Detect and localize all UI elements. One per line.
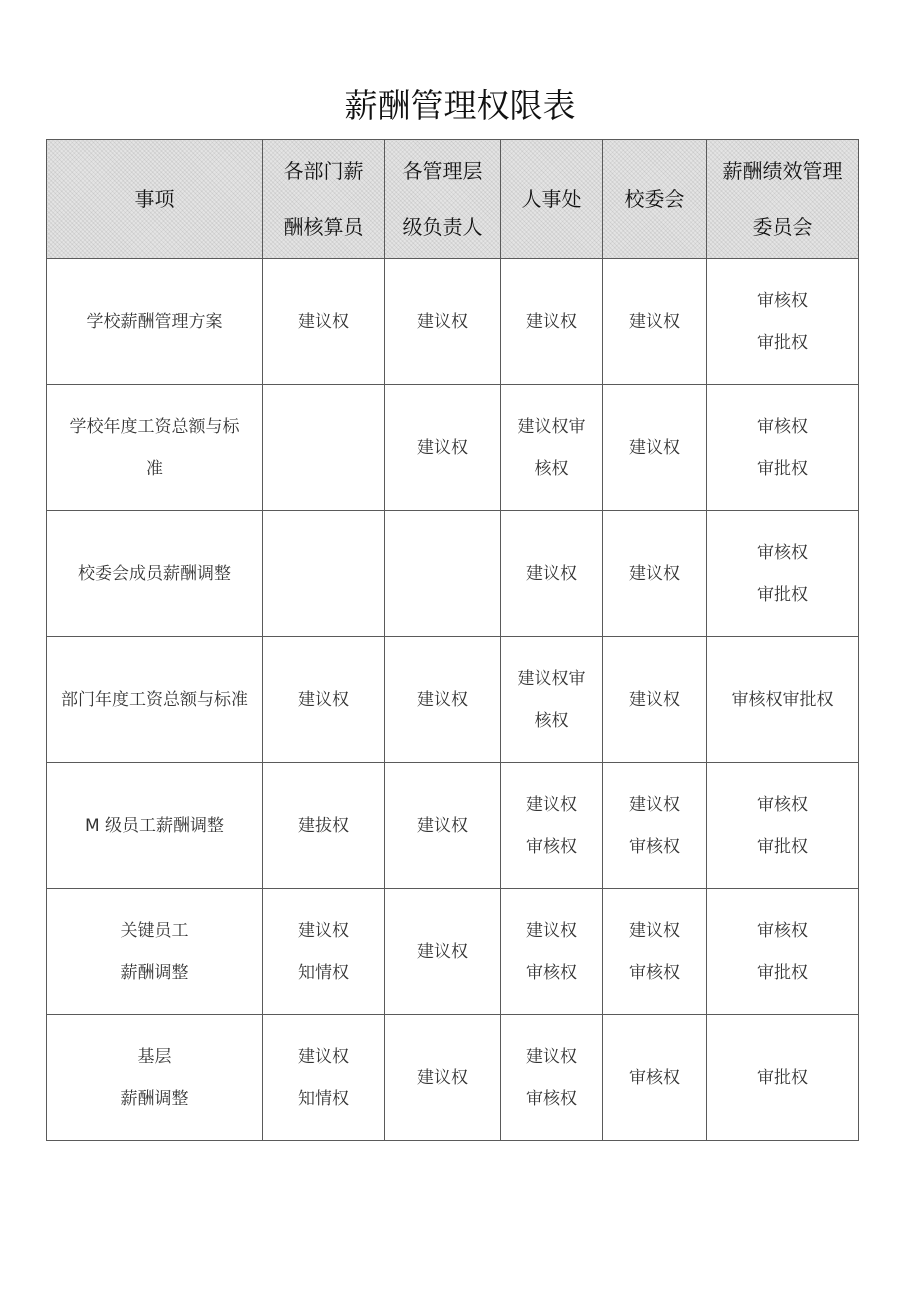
- column-header-text: 事项: [134, 187, 175, 211]
- table-row: [47, 763, 859, 889]
- cell-text: 审核权: [757, 794, 808, 815]
- column-header-text: 校委会: [624, 187, 685, 211]
- cell-text: 部门年度工资总额与标准: [61, 689, 248, 710]
- item-cell: [47, 637, 263, 763]
- column-header-text: 委员会: [752, 215, 813, 239]
- cell-text: 建议权: [526, 920, 577, 941]
- cell-text: 关键员工: [120, 920, 189, 941]
- cell-text: 建议权: [526, 563, 577, 584]
- cell-text: 建拔权: [298, 815, 349, 836]
- cell-text: M 级员工薪酬调整: [84, 815, 225, 836]
- cell-text: 建议权: [526, 311, 577, 332]
- permission-cell: [501, 889, 603, 1015]
- permission-table: [46, 139, 859, 1141]
- permission-cell: [501, 259, 603, 385]
- cell-text: 审核权: [629, 1067, 680, 1088]
- permission-cell: [385, 889, 501, 1015]
- column-header-text: 各部门薪: [283, 159, 364, 183]
- cell-text: 建议权: [629, 794, 680, 815]
- cell-text: 建议权审: [517, 668, 586, 689]
- permission-cell: [385, 637, 501, 763]
- cell-text: 建议权: [417, 689, 468, 710]
- item-cell: [47, 1015, 263, 1141]
- cell-text: 知情权: [298, 962, 349, 983]
- cell-text: 建议权: [298, 689, 349, 710]
- table-row: [47, 889, 859, 1015]
- cell-text: 建议权: [417, 437, 468, 458]
- permission-cell: [501, 385, 603, 511]
- permission-cell: [707, 511, 859, 637]
- column-header-text: 人事处: [521, 187, 582, 211]
- cell-text: 建议权: [298, 1046, 349, 1067]
- permission-cell: [263, 259, 385, 385]
- column-header: [501, 140, 603, 259]
- table-header-row: [47, 140, 859, 259]
- column-header: [707, 140, 859, 259]
- permission-cell: [707, 259, 859, 385]
- cell-text: 审核权: [757, 290, 808, 311]
- permission-cell: [385, 511, 501, 637]
- permission-cell: [263, 385, 385, 511]
- cell-text: 建议权: [298, 311, 349, 332]
- permission-cell: [263, 637, 385, 763]
- cell-text: 审核权: [757, 920, 808, 941]
- cell-text: 审批权: [757, 584, 808, 605]
- cell-text: 建议权: [629, 437, 680, 458]
- cell-text: 校委会成员薪酬调整: [78, 563, 231, 584]
- permission-cell: [263, 763, 385, 889]
- permission-cell: [385, 385, 501, 511]
- permission-cell: [263, 889, 385, 1015]
- cell-text: 建议权: [298, 920, 349, 941]
- cell-text: 建议权审: [517, 416, 586, 437]
- cell-text: 审核权: [757, 542, 808, 563]
- column-header: [603, 140, 707, 259]
- permission-cell: [707, 385, 859, 511]
- permission-cell: [707, 763, 859, 889]
- permission-cell: [385, 763, 501, 889]
- cell-text: 审核权: [526, 836, 577, 857]
- cell-text: 审批权: [757, 1067, 808, 1088]
- cell-text: 审批权: [757, 962, 808, 983]
- column-header-text: 酬核算员: [283, 215, 364, 239]
- cell-text: 薪酬调整: [120, 1088, 189, 1109]
- cell-text: 准: [146, 458, 163, 479]
- cell-text: 审核权: [757, 416, 808, 437]
- item-cell: [47, 763, 263, 889]
- cell-text: 基层: [137, 1046, 172, 1067]
- column-header: [385, 140, 501, 259]
- permission-cell: [603, 385, 707, 511]
- item-cell: [47, 889, 263, 1015]
- column-header-text: 各管理层: [402, 159, 483, 183]
- table-row: [47, 511, 859, 637]
- item-cell: [47, 385, 263, 511]
- permission-cell: [501, 511, 603, 637]
- permission-cell: [501, 1015, 603, 1141]
- page-title: 薪酬管理权限表: [344, 86, 576, 125]
- permission-cell: [707, 637, 859, 763]
- item-cell: [47, 259, 263, 385]
- cell-text: 建议权: [417, 815, 468, 836]
- permission-cell: [263, 511, 385, 637]
- table-row: [47, 637, 859, 763]
- cell-text: 建议权: [526, 1046, 577, 1067]
- permission-cell: [263, 1015, 385, 1141]
- cell-text: 建议权: [629, 920, 680, 941]
- item-cell: [47, 511, 263, 637]
- cell-text: 审核权: [526, 1088, 577, 1109]
- cell-text: 建议权: [629, 689, 680, 710]
- table-body: [47, 259, 859, 1141]
- permission-cell: [385, 1015, 501, 1141]
- permission-cell: [603, 889, 707, 1015]
- permission-cell: [603, 763, 707, 889]
- column-header-text: 薪酬绩效管理: [722, 159, 843, 183]
- cell-text: 审批权: [757, 458, 808, 479]
- cell-text: 学校薪酬管理方案: [86, 311, 223, 332]
- cell-text: 核权: [534, 458, 569, 479]
- cell-text: 审批权: [757, 332, 808, 353]
- cell-text: 核权: [534, 710, 569, 731]
- permission-cell: [501, 763, 603, 889]
- cell-text: 审核权: [629, 962, 680, 983]
- cell-text: 建议权: [417, 941, 468, 962]
- column-header-text: 级负责人: [402, 215, 483, 239]
- cell-text: 知情权: [298, 1088, 349, 1109]
- cell-text: 建议权: [629, 563, 680, 584]
- cell-text: 建议权: [526, 794, 577, 815]
- table-row: [47, 385, 859, 511]
- permission-cell: [603, 637, 707, 763]
- cell-text: 审批权: [757, 836, 808, 857]
- cell-text: 建议权: [417, 1067, 468, 1088]
- cell-text: 审核权审批权: [731, 689, 834, 710]
- cell-text: 建议权: [417, 311, 468, 332]
- permission-cell: [707, 889, 859, 1015]
- permission-cell: [385, 259, 501, 385]
- table-row: [47, 1015, 859, 1141]
- cell-text: 薪酬调整: [120, 962, 189, 983]
- permission-cell: [501, 637, 603, 763]
- permission-cell: [603, 259, 707, 385]
- cell-text: 建议权: [629, 311, 680, 332]
- cell-text: 学校年度工资总额与标: [69, 416, 240, 437]
- cell-text: 审核权: [526, 962, 577, 983]
- permission-cell: [603, 1015, 707, 1141]
- column-header: [47, 140, 263, 259]
- table-row: [47, 259, 859, 385]
- cell-text: 审核权: [629, 836, 680, 857]
- column-header: [263, 140, 385, 259]
- permission-cell: [603, 511, 707, 637]
- permission-cell: [707, 1015, 859, 1141]
